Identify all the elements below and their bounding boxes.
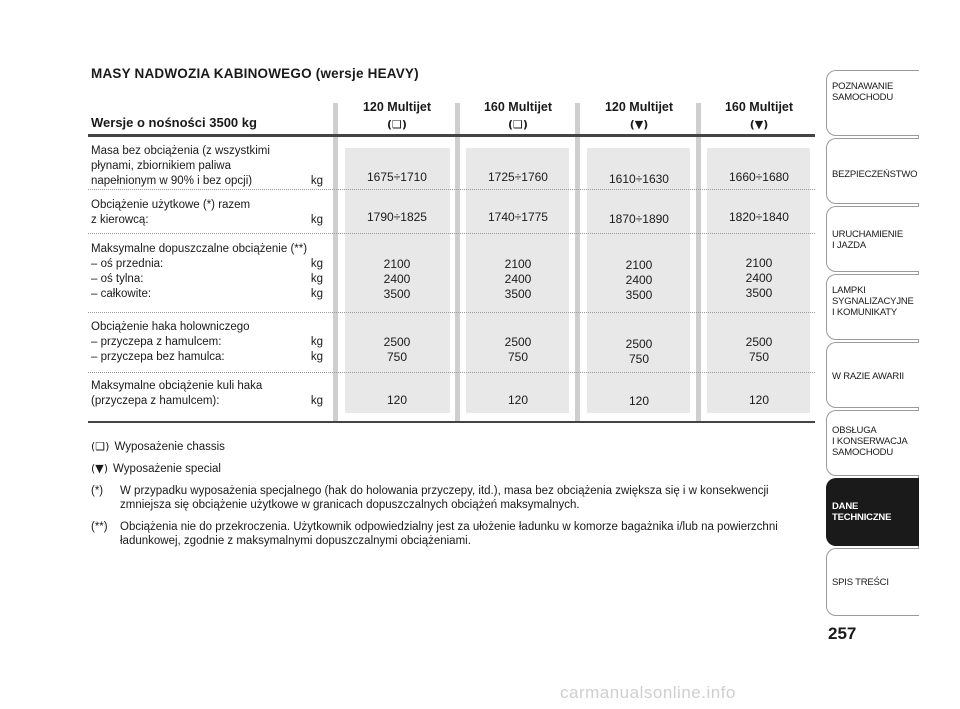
table-top-rule [88, 134, 815, 137]
table-cell: 2100 2400 3500 [383, 257, 411, 301]
table-cell: 2100 2400 3500 [745, 256, 773, 300]
row-label-payload: Obciążenie użytkowe (*) razem z kierowcą: kg [91, 199, 323, 226]
row-label-ball: Maksymalne obciążenie kuli haka (przyczepa z hamulcem): kg [91, 380, 323, 407]
table-cell: 2500 750 [504, 335, 532, 364]
footnote-asterisk: (*) W przypadku wyposażenia specjalnego (hak do holowania przyczepy, itd.), masa bez obciążenia zwiększa się i w konsekwencji zmniejsza się obciążenie użytkowe w granicach dopuszczalnych obciążeń maksymalnych. [91, 485, 769, 511]
table-header-label: Wersje o nośności 3500 kg [91, 115, 257, 130]
table-cell: 2500 750 [625, 337, 653, 366]
row-label-max-load: Maksymalne dopuszczalne obciążenie (**) – oś przednia: kg – oś tylna: kg – całkowite: kg [91, 243, 323, 300]
table-cell: 120 [748, 393, 770, 407]
table-cell: 120 [507, 393, 529, 407]
table-cell: 1675÷1710 [367, 170, 427, 184]
sidebar-tab-uruchamienie[interactable]: URUCHAMIENIE I JAZDA [826, 206, 919, 272]
table-cell: 2100 2400 3500 [504, 257, 532, 301]
row-divider [88, 189, 815, 191]
row-divider [88, 233, 815, 235]
sidebar-tab-obsluga[interactable]: OBSŁUGA I KONSERWACJA SAMOCHODU [826, 410, 919, 476]
table-cell: 1740÷1775 [488, 210, 548, 224]
sidebar-tab-dane-techniczne[interactable]: DANE TECHNICZNE [826, 478, 919, 546]
table-cell: 1660÷1680 [729, 170, 789, 184]
table-cell: 2500 750 [745, 335, 773, 364]
footnote-special: (▼) Wyposażenie special [91, 462, 221, 475]
footnote-double-asterisk: (**) Obciążenia nie do przekroczenia. Użytkownik odpowiedzialny jest za ułożenie ładunku w komorze bagażnika i/lub na powierzchni ładunkowej, zgodnie z maksymalnymi dopuszczalnymi obciążeniami. [91, 521, 778, 547]
row-label-mass: Masa bez obciążenia (z wszystkimi płynami, zbiornikiem paliwa napełnionym w 90% i bez opcji) kg [91, 145, 323, 187]
watermark: carmanualsonline.info [560, 683, 736, 702]
sidebar-tab-bezpieczenstwo[interactable]: BEZPIECZEŃSTWO [826, 138, 919, 204]
footnote-chassis: (❑) Wyposażenie chassis [91, 440, 225, 453]
table-cell: 1870÷1890 [609, 212, 669, 226]
column-header-1: 120 Multijet (❑) [362, 100, 432, 131]
sidebar-tab-lampki[interactable]: LAMPKI SYGNALIZACYJNE I KOMUNIKATY [826, 274, 919, 340]
table-cell: 1610÷1630 [609, 172, 669, 186]
sidebar-tab-awarie[interactable]: W RAZIE AWARII [826, 342, 919, 408]
table-bottom-rule [88, 421, 815, 423]
table-cell: 120 [628, 394, 650, 408]
table-cell: 1790÷1825 [367, 210, 427, 224]
sidebar-tab-spis-tresci[interactable]: SPIS TREŚCI [826, 548, 919, 616]
page-number: 257 [828, 624, 857, 643]
table-cell: 2500 750 [383, 335, 411, 364]
table-cell: 120 [386, 393, 408, 407]
row-divider [88, 312, 815, 314]
table-cell: 1725÷1760 [488, 170, 548, 184]
column-header-3: 120 Multijet (▼) [604, 100, 674, 131]
table-cell: 2100 2400 3500 [625, 258, 653, 302]
sidebar-tab-poznawanie[interactable]: POZNAWANIE SAMOCHODU [826, 70, 919, 136]
table-cell: 1820÷1840 [729, 210, 789, 224]
column-header-4: 160 Multijet (▼) [724, 100, 794, 131]
column-header-2: 160 Multijet (❑) [483, 100, 553, 131]
row-label-towing: Obciążenie haka holowniczego – przyczepa z hamulcem: kg – przyczepa bez hamulca: kg [91, 321, 323, 363]
page-title: MASY NADWOZIA KABINOWEGO (wersje HEAVY) [91, 66, 419, 81]
row-divider [88, 372, 815, 374]
footnotes [91, 440, 791, 556]
